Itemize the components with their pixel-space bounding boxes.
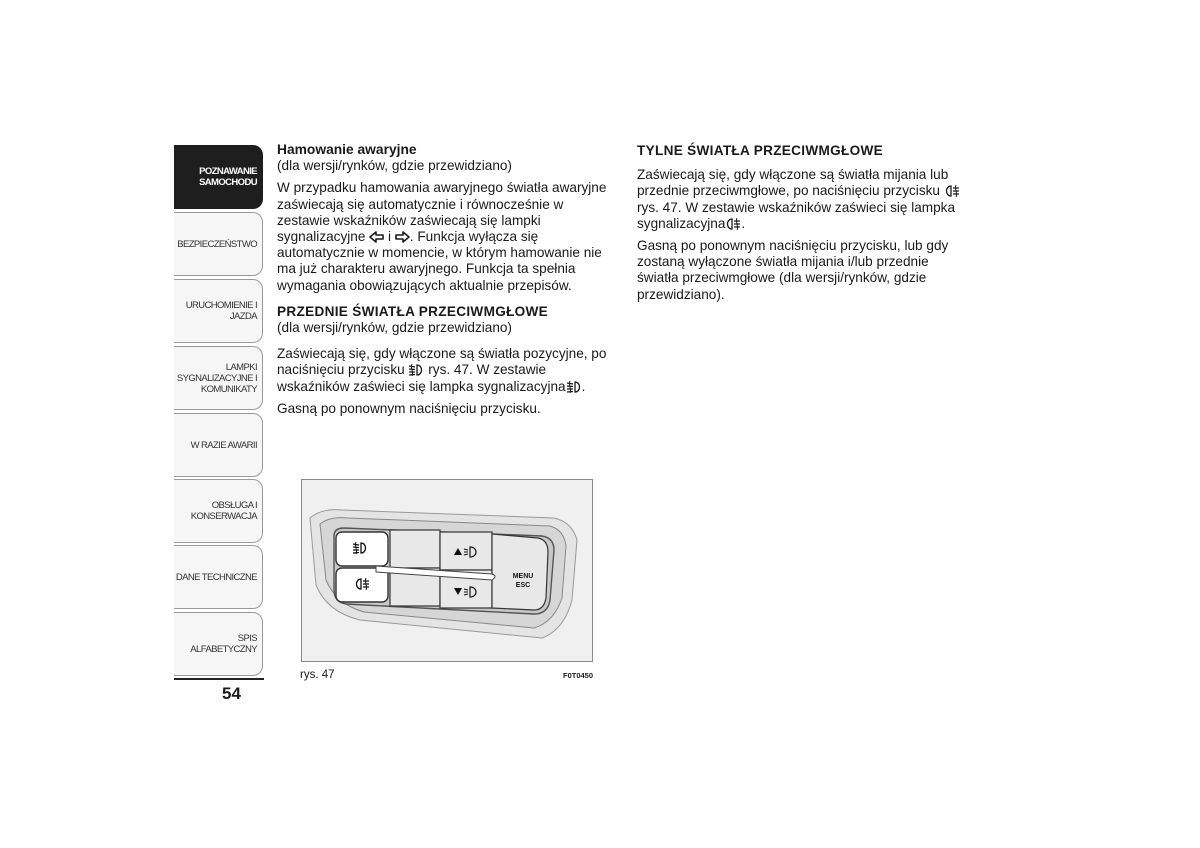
paragraph-text: Zaświecają się, gdy włączone są światła pozycyjne, po naciśnięciu przycisku [277, 346, 607, 378]
page-number-rule [174, 678, 264, 680]
tab-label: SPIS ALFABETYCZNY [190, 633, 257, 655]
paragraph-text: . [581, 378, 586, 394]
turn-signal-left-arrow-icon [369, 231, 384, 243]
section-subtitle: (dla wersji/rynków, gdzie przewidziano) [277, 320, 512, 336]
figure-caption: rys. 47 [300, 669, 335, 681]
paragraph [637, 167, 962, 232]
paragraph-text: W przypadku hamowania awaryjnego światła awaryjne zaświecają się automatycznie i równocześnie w zestawie wskaźników zaświecają się lampki sygnalizacyjne [277, 180, 607, 245]
section-front-fog [277, 304, 617, 417]
tab-label: DANE TECHNICZNE [175, 571, 257, 583]
tab-dane-techniczne[interactable] [174, 545, 263, 609]
tab-uruchomienie-i-jazda[interactable] [174, 279, 263, 343]
switch-panel-illustration [302, 480, 592, 661]
tab-obsluga-i-konserwacja[interactable] [174, 479, 263, 543]
paragraph-text: i [387, 229, 391, 245]
rear-fog-button[interactable] [336, 568, 388, 602]
figure-code: F0T0450 [563, 671, 594, 680]
tab-poznawanie-samochodu[interactable] [174, 145, 263, 209]
paragraph-text: rys. 47. W zestawie wskaźników zaświeci się lampka sygnalizacyjna [637, 199, 956, 231]
menu-label: MENU [512, 573, 534, 580]
figure-switch-panel [301, 479, 593, 662]
esc-label: ESC [515, 582, 531, 589]
headlight-up-button[interactable] [440, 532, 492, 570]
tab-bezpieczenstwo[interactable] [174, 212, 263, 276]
section-title: TYLNE ŚWIATŁA PRZECIWMGŁOWE [637, 143, 883, 158]
menu-esc-button[interactable] [492, 534, 548, 610]
rear-fog-light-icon [944, 185, 960, 197]
paragraph [277, 180, 617, 293]
paragraph-text: . Funkcja wyłącza się automatycznie w momencie, w którym hamowanie nie ma już charakteru awaryjnego. Funkcja ta spełnia wymagania obowiązujących aktualnie przepisów. [277, 229, 602, 293]
section-title: Hamowanie awaryjne [277, 142, 417, 157]
paragraph-text: Zaświecają się, gdy włączone są światła mijania lub przednie przeciwmgłowe, po naciśnięciu przycisku [637, 167, 949, 199]
tab-label: BEZPIECZEŃSTWO [177, 238, 257, 250]
tab-label: POZNAWANIE SAMOCHODU [199, 166, 257, 188]
turn-signal-right-arrow-icon [395, 231, 410, 243]
tab-label: URUCHOMIENIE I JAZDA [185, 300, 257, 322]
left-column [277, 142, 617, 423]
tab-label: W RAZIE AWARII [190, 439, 257, 451]
front-fog-button[interactable] [336, 532, 388, 566]
paragraph: Gasną po ponownym naciśnięciu przycisku. [277, 400, 541, 416]
tab-lampki-sygnalizacyjne[interactable] [174, 346, 263, 410]
tab-label: LAMPKI SYGNALIZACYJNE I KOMUNIKATY [176, 361, 257, 395]
tab-w-razie-awarii[interactable] [174, 413, 263, 477]
tab-label: OBSŁUGA I KONSERWACJA [190, 500, 257, 522]
paragraph-text: rys. 47. W zestawie wskaźników zaświeci się lampka sygnalizacyjna [277, 362, 566, 394]
rear-fog-light-icon [725, 218, 741, 230]
paragraph: Gasną po ponownym naciśnięciu przycisku, lub gdy zostaną wyłączone światła mijania i/lub przednie światła przeciwmgłowe (dla wersji/rynków, gdzie przewidziano). [637, 238, 949, 302]
page-number: 54 [222, 684, 241, 703]
front-fog-light-icon [408, 364, 424, 376]
button-block [334, 528, 554, 614]
paragraph-text: . [741, 215, 746, 231]
section-hazard-braking [277, 142, 617, 294]
paragraph [277, 346, 617, 395]
section-subtitle: (dla wersji/rynków, gdzie przewidziano) [277, 158, 512, 174]
tab-spis-alfabetyczny[interactable] [174, 612, 263, 676]
front-fog-light-icon [566, 381, 582, 393]
section-title: PRZEDNIE ŚWIATŁA PRZECIWMGŁOWE [277, 303, 549, 319]
right-column [637, 142, 962, 309]
